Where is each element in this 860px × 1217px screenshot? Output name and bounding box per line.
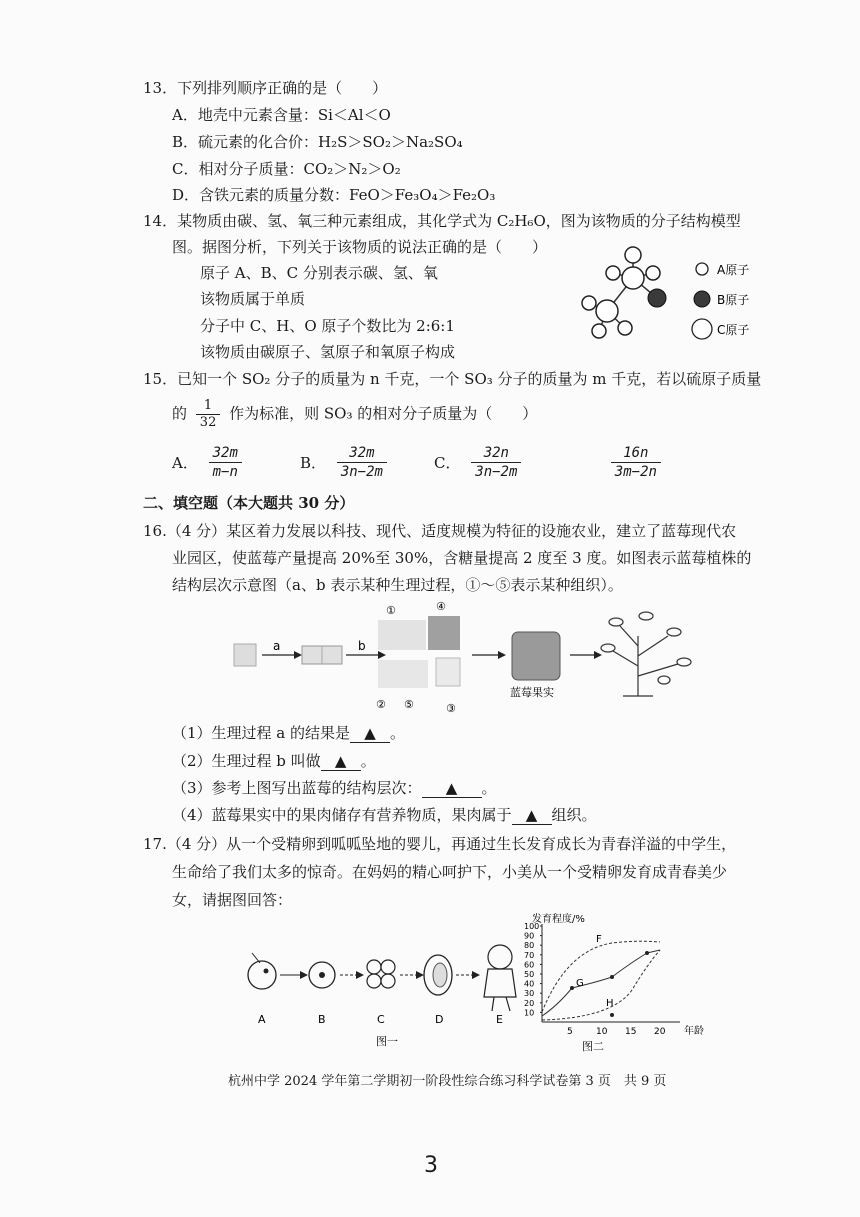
option-numerator: 16n bbox=[611, 444, 661, 463]
q14-stem-line1: 14．某物质由碳、氢、氧三种元素组成，其化学式为 C₂H₆O，图为该物质的分子结构模型 bbox=[143, 212, 741, 230]
figure-2-caption: 图二 bbox=[582, 1040, 604, 1053]
legend-a-atom: A原子 bbox=[717, 263, 750, 277]
process-a-label: a bbox=[273, 639, 281, 653]
curve-g-label: G bbox=[576, 978, 584, 989]
option-label: A． bbox=[172, 454, 198, 472]
q16-sub1 bbox=[172, 722, 405, 744]
q14-option-b: 该物质属于单质 bbox=[200, 290, 306, 308]
legend-c-atom: C原子 bbox=[717, 323, 750, 337]
figure-1-caption: 图一 bbox=[376, 1035, 398, 1048]
q17-line1: 17.（4 分）从一个受精卵到呱呱坠地的婴儿，再通过生长发育成长为青春洋溢的中学生， bbox=[143, 835, 737, 853]
curve-f-label: F bbox=[596, 934, 602, 945]
q13-option-b: B．硫元素的化合价：H₂S＞SO₂＞Na₂SO₄ bbox=[172, 133, 463, 151]
q16-sub2 bbox=[172, 750, 376, 772]
y-tick-label: 90 bbox=[524, 931, 535, 941]
page-number: 3 bbox=[424, 1153, 438, 1178]
fraction-one-over-32 bbox=[196, 398, 221, 431]
q15-stem-line2 bbox=[172, 398, 537, 431]
blueberry-plant-drawing bbox=[601, 612, 691, 696]
answer-blank[interactable] bbox=[350, 724, 390, 743]
growth-curve-chart bbox=[512, 910, 712, 1055]
answer-blank[interactable] bbox=[321, 752, 361, 771]
stage-e-label: E bbox=[496, 1013, 503, 1026]
option-denominator: m−n bbox=[212, 464, 238, 480]
answer-marker: ▲ bbox=[364, 724, 376, 742]
option-label: B． bbox=[300, 454, 327, 472]
stage-d-label: D bbox=[435, 1013, 444, 1026]
y-tick-label: 10 bbox=[524, 1008, 535, 1018]
q16-sub3-text: （3）参考上图写出蓝莓的结构层次： bbox=[172, 779, 422, 797]
answer-marker: ▲ bbox=[334, 752, 347, 770]
q16-sub2-text: （2）生理过程 b 叫做 bbox=[172, 752, 321, 770]
y-tick-label: 30 bbox=[524, 989, 535, 999]
blueberry-fruit-label: 蓝莓果实 bbox=[510, 686, 554, 699]
q15-option-b bbox=[300, 444, 391, 481]
q16-sub4 bbox=[172, 804, 597, 826]
q15-stem-pre: 的 bbox=[172, 404, 188, 423]
stage-c-label: C bbox=[377, 1013, 385, 1026]
y-tick-label: 60 bbox=[524, 960, 535, 970]
q16-sub4-text: （4）蓝莓果实中的果肉储存有营养物质，果肉属于 bbox=[172, 806, 512, 824]
q15-option-a bbox=[172, 444, 246, 481]
q15-option-c bbox=[434, 444, 525, 481]
legend-b-atom: B原子 bbox=[717, 293, 750, 307]
tissue-2-label: ② bbox=[376, 698, 386, 711]
growth-chart-xlabel: 年龄 bbox=[684, 1026, 704, 1037]
answer-marker: ▲ bbox=[445, 779, 458, 797]
answer-blank[interactable] bbox=[512, 806, 552, 825]
q13-option-a: A．地壳中元素含量：Si＜Al＜O bbox=[172, 106, 391, 124]
tissue-1-label: ① bbox=[386, 604, 396, 617]
stage-b-label: B bbox=[318, 1013, 326, 1026]
q16-line3: 结构层次示意图（a、b 表示某种生理过程，①～⑤表示某种组织）。 bbox=[172, 576, 623, 594]
q16-sub3-end: 。 bbox=[481, 779, 497, 797]
page-footer: 杭州中学 2024 学年第二学期初一阶段性综合练习科学试卷第 3 页 共 9 页 bbox=[228, 1074, 667, 1089]
option-denominator: 3m−2n bbox=[614, 464, 657, 480]
growth-chart-ylabel: 发育程度/% bbox=[532, 914, 585, 925]
molecule-model-figure bbox=[575, 243, 775, 348]
q16-sub2-end: 。 bbox=[360, 752, 376, 770]
q16-line2: 业园区，使蓝莓产量提高 20%至 30%，含糖量提高 2 度至 3 度。如图表示蓝莓植株的 bbox=[172, 549, 752, 567]
tissue-4-label: ④ bbox=[436, 600, 446, 613]
section-fill-in-title: 二、填空题（本大题共 30 分） bbox=[143, 494, 355, 512]
option-numerator: 32m bbox=[337, 444, 387, 463]
process-b-label: b bbox=[358, 639, 366, 653]
q15-option-d bbox=[600, 444, 665, 481]
curve-h-label: H bbox=[606, 998, 614, 1009]
q15-stem-post: 作为标准，则 SO₃ 的相对分子质量为（ ） bbox=[229, 404, 538, 423]
q16-line1: 16.（4 分）某区着力发展以科技、现代、适度规模为特征的设施农业，建立了蓝莓现代农 bbox=[143, 522, 737, 540]
q14-option-c: 分子中 C、H、O 原子个数比为 2:6:1 bbox=[200, 317, 455, 335]
option-label: C． bbox=[434, 454, 461, 472]
option-denominator: 3n−2m bbox=[340, 464, 383, 480]
option-denominator: 3n−2m bbox=[475, 464, 518, 480]
y-tick-label: 70 bbox=[524, 950, 535, 960]
tissue-3-label: ③ bbox=[446, 702, 456, 715]
q16-sub4-end: 组织。 bbox=[551, 806, 597, 824]
q15-stem-line1: 15．已知一个 SO₂ 分子的质量为 n 千克，一个 SO₃ 分子的质量为 m 千克，若以硫原子质量 bbox=[143, 370, 762, 388]
fraction-denominator: 32 bbox=[199, 415, 217, 430]
y-tick-label: 100 bbox=[524, 922, 540, 931]
q13-option-d: D．含铁元素的质量分数：FeO＞Fe₃O₄＞Fe₂O₃ bbox=[172, 186, 496, 204]
answer-blank[interactable] bbox=[422, 779, 482, 798]
blueberry-structure-figure bbox=[228, 596, 698, 718]
q14-option-a: 原子 A、B、C 分别表示碳、氢、氧 bbox=[200, 264, 438, 282]
q16-sub3 bbox=[172, 777, 497, 799]
stage-a-label: A bbox=[258, 1013, 266, 1026]
y-tick-label: 40 bbox=[524, 979, 535, 989]
answer-marker: ▲ bbox=[525, 806, 538, 824]
x-tick-label: 20 bbox=[654, 1027, 666, 1037]
q17-line2: 生命给了我们太多的惊奇。在妈妈的精心呵护下，小美从一个受精卵发育成青春美少 bbox=[172, 863, 728, 881]
q17-line3: 女，请据图回答： bbox=[172, 891, 293, 909]
fraction-numerator: 1 bbox=[196, 398, 221, 415]
tissue-5-label: ⑤ bbox=[404, 698, 414, 711]
option-numerator: 32n bbox=[471, 444, 521, 463]
option-numerator: 32m bbox=[209, 444, 242, 463]
q14-stem-line2: 图。据图分析，下列关于该物质的说法正确的是（ ） bbox=[172, 238, 548, 256]
q14-option-d: 该物质由碳原子、氢原子和氧原子构成 bbox=[200, 343, 456, 361]
x-tick-label: 10 bbox=[596, 1027, 608, 1037]
x-tick-label: 15 bbox=[625, 1027, 637, 1037]
x-tick-label: 5 bbox=[567, 1027, 573, 1037]
y-tick-label: 50 bbox=[524, 970, 535, 979]
q16-sub1-end: 。 bbox=[390, 724, 406, 742]
q16-sub1-text: （1）生理过程 a 的结果是 bbox=[172, 724, 351, 742]
q13-option-c: C．相对分子质量：CO₂＞N₂＞O₂ bbox=[172, 160, 401, 178]
q13-stem: 13．下列排列顺序正确的是（ ） bbox=[143, 79, 388, 97]
development-stages-figure bbox=[238, 935, 528, 1050]
y-tick-label: 20 bbox=[524, 998, 535, 1008]
y-tick-label: 80 bbox=[524, 941, 535, 951]
